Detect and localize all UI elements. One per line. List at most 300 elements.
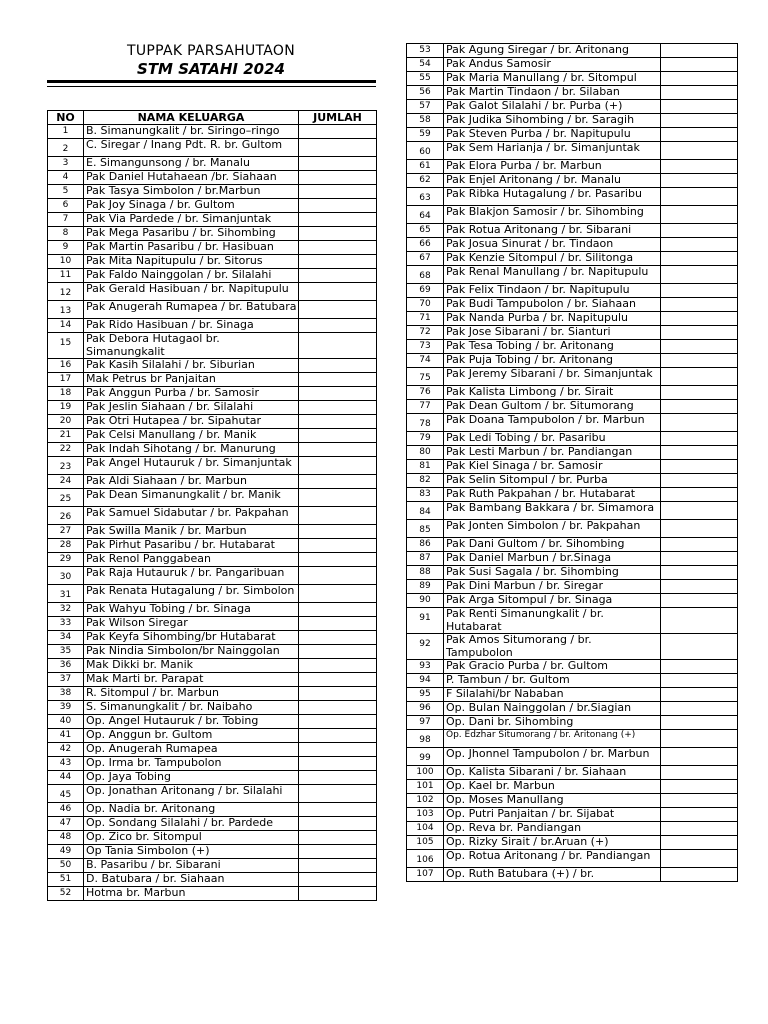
family-name: Pak Felix Tindaon / br. Napitupulu [444,284,661,298]
total-cell[interactable] [299,199,377,213]
row-number: 97 [407,716,444,730]
total-cell[interactable] [299,171,377,185]
row-number: 64 [407,206,444,224]
row-number: 56 [407,86,444,100]
family-name: Pak Budi Tampubolon / br. Siahaan [444,298,661,312]
total-cell[interactable] [661,238,738,252]
total-cell[interactable] [661,634,738,660]
table-row [407,488,738,502]
row-number: 43 [48,757,84,771]
total-cell[interactable] [299,729,377,743]
family-name: Pak Wahyu Tobing / br. Sinaga [84,603,299,617]
total-cell[interactable] [661,142,738,160]
total-cell[interactable] [661,446,738,460]
table-row [48,687,377,701]
row-number: 63 [407,188,444,206]
row-number: 92 [407,634,444,660]
row-number: 65 [407,224,444,238]
family-name: Op. Angel Hutauruk / br. Tobing [84,715,299,729]
family-name: Pak Renti Simanungkalit / br. Hutabarat [444,608,661,634]
family-name: Pak Ledi Tobing / br. Pasaribu [444,432,661,446]
row-number: 29 [48,553,84,567]
row-number: 78 [407,414,444,432]
table-row [407,266,738,284]
family-name: Pak Otri Hutapea / br. Sipahutar [84,415,299,429]
row-number: 70 [407,298,444,312]
total-cell[interactable] [299,701,377,715]
row-number: 19 [48,401,84,415]
total-cell[interactable] [661,298,738,312]
row-number: 87 [407,552,444,566]
table-row [407,608,738,634]
table-row [48,785,377,803]
family-name: Pak Faldo Nainggolan / br. Silalahi [84,269,299,283]
family-name: Op. Anugerah Rumapea [84,743,299,757]
table-row [407,400,738,414]
family-name: Pak Gerald Hasibuan / br. Napitupulu [84,283,299,301]
total-cell[interactable] [299,255,377,269]
family-name: C. Siregar / Inang Pdt. R. br. Gultom [84,139,299,157]
row-number: 75 [407,368,444,386]
total-cell[interactable] [661,86,738,100]
row-number: 13 [48,301,84,319]
row-number: 79 [407,432,444,446]
total-cell[interactable] [299,213,377,227]
family-name: Pak Renata Hutagalung / br. Simbolon [84,585,299,603]
total-cell[interactable] [661,566,738,580]
family-name: Pak Ruth Pakpahan / br. Hutabarat [444,488,661,502]
table-row [48,567,377,585]
row-number: 94 [407,674,444,688]
total-cell[interactable] [661,340,738,354]
table-row [407,160,738,174]
family-name: Pak Arga Sitompul / br. Sinaga [444,594,661,608]
family-name: Op. Reva br. Pandiangan [444,822,661,836]
total-cell[interactable] [299,283,377,301]
family-name: Pak Rido Hasibuan / br. Sinaga [84,319,299,333]
total-cell[interactable] [661,114,738,128]
table-row [48,429,377,443]
family-name: Mak Petrus br Panjaitan [84,373,299,387]
table-row [407,474,738,488]
family-name: Pak Nanda Purba / br. Napitupulu [444,312,661,326]
total-cell[interactable] [299,617,377,631]
table-row [48,771,377,785]
family-name: Pak Joy Sinaga / br. Gultom [84,199,299,213]
total-cell[interactable] [661,502,738,520]
total-cell[interactable] [299,887,377,901]
total-cell[interactable] [299,125,377,139]
total-cell[interactable] [299,715,377,729]
row-number: 11 [48,269,84,283]
header-no: NO [48,111,84,125]
row-number: 42 [48,743,84,757]
total-cell[interactable] [299,333,377,359]
total-cell[interactable] [299,585,377,603]
row-number: 93 [407,660,444,674]
table-row [407,368,738,386]
row-number: 46 [48,803,84,817]
table-row [48,603,377,617]
table-row [407,142,738,160]
row-number: 15 [48,333,84,359]
total-cell[interactable] [661,206,738,224]
row-number: 103 [407,808,444,822]
total-cell[interactable] [661,386,738,400]
total-cell[interactable] [661,252,738,266]
total-cell[interactable] [299,771,377,785]
total-cell[interactable] [661,660,738,674]
total-cell[interactable] [299,631,377,645]
table-row [48,157,377,171]
total-cell[interactable] [299,319,377,333]
total-cell[interactable] [299,139,377,157]
total-cell[interactable] [299,553,377,567]
row-number: 12 [48,283,84,301]
row-number: 88 [407,566,444,580]
table-row [48,659,377,673]
table-row [48,171,377,185]
table-row [407,580,738,594]
family-name: Pak Dean Gultom / br. Situmorang [444,400,661,414]
table-row [407,868,738,882]
table-row [48,617,377,631]
total-cell[interactable] [661,538,738,552]
total-cell[interactable] [661,460,738,474]
family-name: Pak Gracio Purba / br. Gultom [444,660,661,674]
total-cell[interactable] [661,794,738,808]
table-row [48,757,377,771]
table-row [407,794,738,808]
table-row [407,836,738,850]
family-name: Op. Rizky Sirait / br.Aruan (+) [444,836,661,850]
total-cell[interactable] [661,354,738,368]
row-number: 37 [48,673,84,687]
total-cell[interactable] [661,188,738,206]
row-number: 9 [48,241,84,255]
family-name: Pak Daniel Hutahaean /br. Siahaan [84,171,299,185]
table-row [407,766,738,780]
family-name: Op. Jhonnel Tampubolon / br. Marbun [444,748,661,766]
total-cell[interactable] [661,414,738,432]
table-row [407,520,738,538]
family-name: Pak Kiel Sinaga / br. Samosir [444,460,661,474]
row-number: 76 [407,386,444,400]
total-cell[interactable] [299,457,377,475]
total-cell[interactable] [299,525,377,539]
total-cell[interactable] [299,185,377,199]
row-number: 33 [48,617,84,631]
family-name: Op. Jonathan Aritonang / br. Silalahi [84,785,299,803]
total-cell[interactable] [299,359,377,373]
table-row [407,446,738,460]
total-cell[interactable] [661,284,738,298]
table-row [407,730,738,748]
row-number: 102 [407,794,444,808]
row-number: 95 [407,688,444,702]
table-row [48,645,377,659]
family-name: Op. Jaya Tobing [84,771,299,785]
family-name: Pak Jeremy Sibarani / br. Simanjuntak [444,368,661,386]
family-name: Pak Anggun Purba / br. Samosir [84,387,299,401]
family-name: Pak Elora Purba / br. Marbun [444,160,661,174]
row-number: 49 [48,845,84,859]
row-number: 41 [48,729,84,743]
table-row [407,252,738,266]
total-cell[interactable] [299,539,377,553]
table-row [407,340,738,354]
row-number: 16 [48,359,84,373]
table-row [48,373,377,387]
header-name: NAMA KELUARGA [84,111,299,125]
table-row [407,58,738,72]
row-number: 80 [407,446,444,460]
total-cell[interactable] [661,432,738,446]
total-cell[interactable] [299,659,377,673]
family-name: Pak Selin Sitompul / br. Purba [444,474,661,488]
row-number: 26 [48,507,84,525]
table-row [48,199,377,213]
total-cell[interactable] [299,567,377,585]
table-row [407,284,738,298]
row-number: 99 [407,748,444,766]
row-number: 58 [407,114,444,128]
total-cell[interactable] [661,780,738,794]
total-cell[interactable] [661,326,738,340]
family-name: Pak Ribka Hutagalung / br. Pasaribu [444,188,661,206]
family-name: Pak Raja Hutauruk / br. Pangaribuan [84,567,299,585]
total-cell[interactable] [661,702,738,716]
total-cell[interactable] [299,443,377,457]
family-name: Pak Debora Hutagaol br. Simanungkalit [84,333,299,359]
table-row [48,525,377,539]
table-row [48,457,377,475]
family-name: Pak Dean Simanungkalit / br. Manik [84,489,299,507]
total-cell[interactable] [299,157,377,171]
total-cell[interactable] [661,552,738,566]
row-number: 28 [48,539,84,553]
row-number: 35 [48,645,84,659]
table-row [48,803,377,817]
total-cell[interactable] [661,608,738,634]
total-cell[interactable] [299,401,377,415]
family-name: Pak Celsi Manullang / br. Manik [84,429,299,443]
total-cell[interactable] [661,72,738,86]
table-row [48,715,377,729]
total-cell[interactable] [661,674,738,688]
total-cell[interactable] [299,831,377,845]
family-name: Pak Puja Tobing / br. Aritonang [444,354,661,368]
total-cell[interactable] [661,580,738,594]
family-name: Pak Enjel Aritonang / br. Manalu [444,174,661,188]
row-number: 96 [407,702,444,716]
family-name: Pak Mega Pasaribu / br. Sihombing [84,227,299,241]
total-cell[interactable] [661,716,738,730]
family-name: Pak Jose Sibarani / br. Sianturi [444,326,661,340]
family-name: Pak Martin Tindaon / br. Silaban [444,86,661,100]
total-cell[interactable] [299,603,377,617]
table-row [48,507,377,525]
family-name: Pak Nindia Simbolon/br Nainggolan [84,645,299,659]
table-row [407,748,738,766]
family-name: Pak Renol Panggabean [84,553,299,567]
family-name: Op. Ruth Batubara (+) / br. [444,868,661,882]
total-cell[interactable] [661,100,738,114]
total-cell[interactable] [299,845,377,859]
family-name: Pak Kasih Silalahi / br. Siburian [84,359,299,373]
family-name: Mak Marti br. Parapat [84,673,299,687]
total-cell[interactable] [299,387,377,401]
total-cell[interactable] [299,475,377,489]
table-row [48,887,377,901]
row-number: 48 [48,831,84,845]
family-name: Pak Via Pardede / br. Simanjuntak [84,213,299,227]
table-row [48,729,377,743]
total-cell[interactable] [661,748,738,766]
total-cell[interactable] [299,429,377,443]
row-number: 36 [48,659,84,673]
family-name: Op. Dani br. Sihombing [444,716,661,730]
table-row [48,743,377,757]
table-row [407,566,738,580]
total-cell[interactable] [661,266,738,284]
total-cell[interactable] [661,44,738,58]
row-number: 107 [407,868,444,882]
total-cell[interactable] [299,873,377,887]
total-cell[interactable] [299,415,377,429]
total-cell[interactable] [661,174,738,188]
total-cell[interactable] [299,241,377,255]
total-cell[interactable] [299,757,377,771]
table-row [48,255,377,269]
family-name: Pak Blakjon Samosir / br. Sihombing [444,206,661,224]
total-cell[interactable] [661,312,738,326]
total-cell[interactable] [299,507,377,525]
table-row [407,100,738,114]
total-cell[interactable] [299,301,377,319]
table-row [48,241,377,255]
row-number: 50 [48,859,84,873]
family-name: Mak Dikki br. Manik [84,659,299,673]
row-number: 101 [407,780,444,794]
total-cell[interactable] [299,269,377,283]
family-name: Pak Susi Sagala / br. Sihombing [444,566,661,580]
family-name: Op. Putri Panjaitan / br. Sijabat [444,808,661,822]
total-cell[interactable] [299,673,377,687]
row-number: 39 [48,701,84,715]
family-name: Pak Rotua Aritonang / br. Sibarani [444,224,661,238]
table-row [407,634,738,660]
total-cell[interactable] [299,817,377,831]
table-row [407,206,738,224]
table-row [407,674,738,688]
total-cell[interactable] [661,822,738,836]
table-row [407,312,738,326]
row-number: 51 [48,873,84,887]
row-number: 105 [407,836,444,850]
row-number: 60 [407,142,444,160]
total-cell[interactable] [299,687,377,701]
family-name: Op Tania Simbolon (+) [84,845,299,859]
total-cell[interactable] [661,520,738,538]
table-row [48,227,377,241]
total-cell[interactable] [299,227,377,241]
total-cell[interactable] [299,803,377,817]
family-name: E. Simangunsong / br. Manalu [84,157,299,171]
row-number: 57 [407,100,444,114]
table-row [48,489,377,507]
total-cell[interactable] [299,785,377,803]
row-number: 21 [48,429,84,443]
family-name: Op. Anggun br. Gultom [84,729,299,743]
total-cell[interactable] [661,128,738,142]
total-cell[interactable] [661,850,738,868]
family-name: Op. Moses Manullang [444,794,661,808]
table-row [48,845,377,859]
total-cell[interactable] [661,224,738,238]
table-row [48,319,377,333]
table-row [407,716,738,730]
family-name: Op. Irma br. Tampubolon [84,757,299,771]
table-row [48,269,377,283]
total-cell[interactable] [661,474,738,488]
total-cell[interactable] [661,808,738,822]
family-name: Op. Nadia br. Aritonang [84,803,299,817]
total-cell[interactable] [661,594,738,608]
table-row [407,414,738,432]
total-cell[interactable] [299,645,377,659]
total-cell[interactable] [661,868,738,882]
table-row [407,660,738,674]
family-name: Pak Steven Purba / br. Napitupulu [444,128,661,142]
row-number: 38 [48,687,84,701]
row-number: 104 [407,822,444,836]
total-cell[interactable] [299,373,377,387]
row-number: 52 [48,887,84,901]
total-cell[interactable] [299,743,377,757]
total-cell[interactable] [299,859,377,873]
table-row [407,298,738,312]
table-row [407,502,738,520]
total-cell[interactable] [299,489,377,507]
family-name: S. Simanungkalit / br. Naibaho [84,701,299,715]
table-row [48,359,377,373]
total-cell[interactable] [661,400,738,414]
total-cell[interactable] [661,688,738,702]
total-cell[interactable] [661,368,738,386]
table-row [407,850,738,868]
table-row [48,585,377,603]
total-cell[interactable] [661,160,738,174]
total-cell[interactable] [661,58,738,72]
total-cell[interactable] [661,766,738,780]
total-cell[interactable] [661,836,738,850]
table-row [48,283,377,301]
table-row [48,831,377,845]
row-number: 83 [407,488,444,502]
table-row [48,333,377,359]
table-row [407,552,738,566]
family-name: Pak Samuel Sidabutar / br. Pakpahan [84,507,299,525]
table-row [48,873,377,887]
row-number: 69 [407,284,444,298]
total-cell[interactable] [661,488,738,502]
row-number: 86 [407,538,444,552]
table-row [407,780,738,794]
table-row [407,702,738,716]
family-name: Pak Jeslin Siahaan / br. Silalahi [84,401,299,415]
total-cell[interactable] [661,730,738,748]
